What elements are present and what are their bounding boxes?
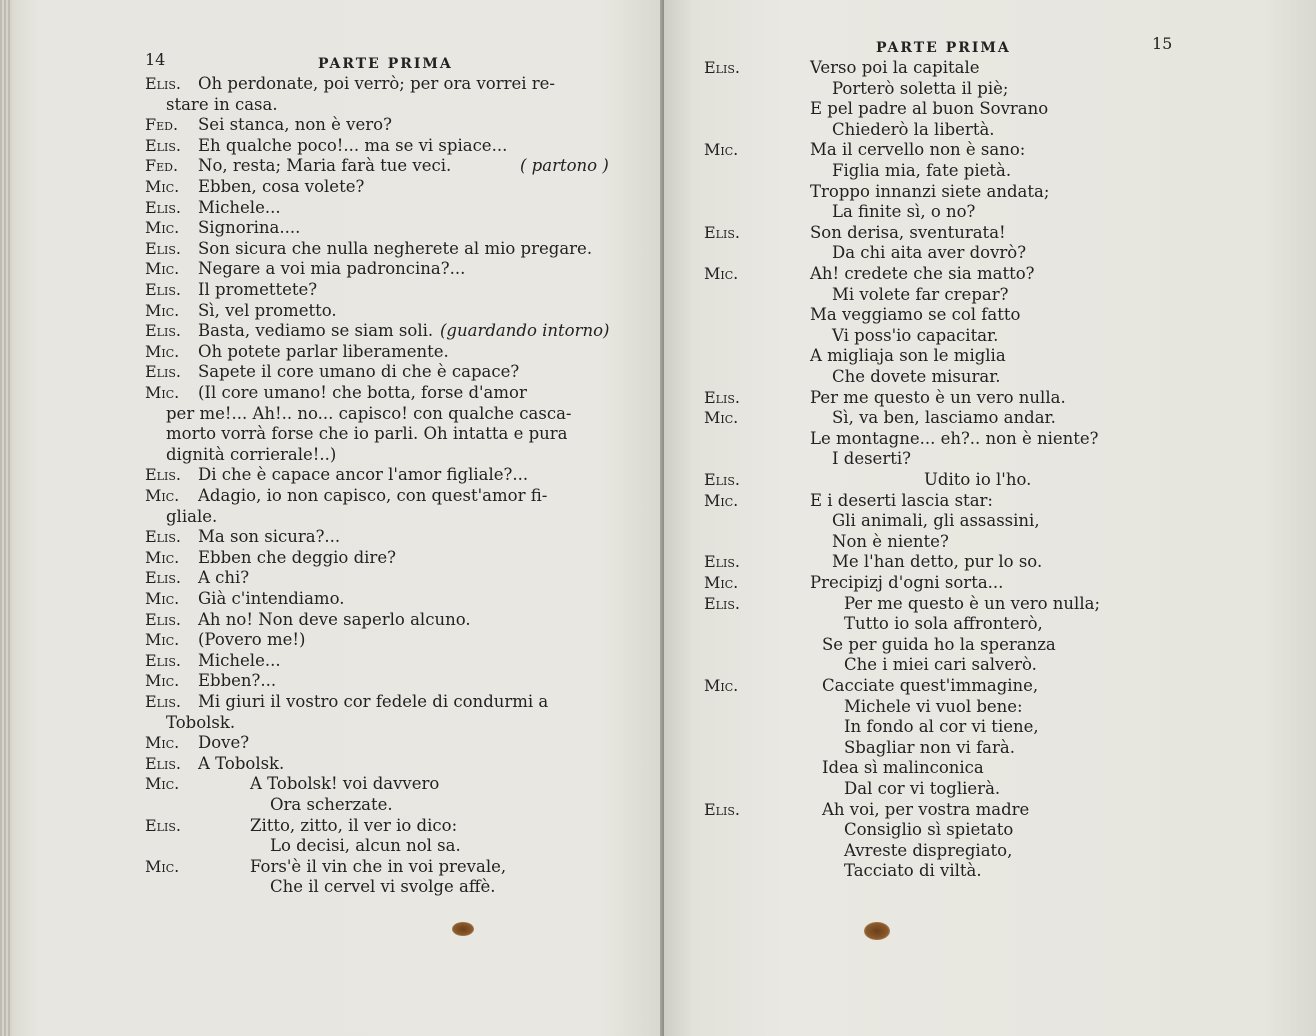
- dialogue-text: Ma son sicura?...: [198, 527, 341, 547]
- verse-text: Mi volete far crepar?: [832, 284, 1009, 304]
- dialogue-text: Signorina....: [198, 218, 301, 238]
- speaker-label: Mic.: [145, 218, 180, 238]
- verse-text: Se per guida ho la speranza: [822, 634, 1056, 654]
- verse-text: Ma veggiamo se col fatto: [810, 305, 1021, 325]
- verse-text: E pel padre al buon Sovrano: [810, 99, 1049, 119]
- verse-text: Non è niente?: [832, 531, 949, 551]
- dialogue-text: Tobolsk.: [166, 712, 236, 732]
- speaker-label: Elis.: [704, 799, 740, 819]
- dialogue-text: Ah no! Non deve saperlo alcuno.: [198, 609, 471, 629]
- speaker-label: Mic.: [145, 486, 180, 505]
- verse-text: Chiederò la libertà.: [832, 119, 995, 139]
- dialogue-text: Sapete il core umano di che è capace?: [198, 362, 520, 382]
- verse-text: Tutto io sola affronterò,: [844, 614, 1043, 634]
- speaker-label: Elis.: [145, 362, 181, 382]
- speaker-label: Elis.: [145, 527, 181, 547]
- verse-text: Ah voi, per vostra madre: [822, 799, 1030, 819]
- right-running-header: PARTE PRIMA: [876, 40, 1011, 56]
- verse-text: A migliaja son le miglia: [810, 346, 1006, 366]
- verse-text: Che dovete misurar.: [832, 367, 1001, 386]
- speaker-label: Elis.: [704, 222, 740, 242]
- verse-text: I deserti?: [832, 449, 911, 469]
- verse-text: Michele vi vuol bene:: [844, 696, 1023, 716]
- verse-text: Consiglio sì spietato: [844, 820, 1014, 840]
- dialogue-text: Lo decisi, alcun nol sa.: [270, 836, 461, 856]
- right-page: [664, 0, 1316, 1036]
- speaker-label: Elis.: [145, 74, 181, 93]
- verse-text: Per me questo è un vero nulla.: [810, 387, 1066, 407]
- speaker-label: Elis.: [145, 815, 181, 835]
- verse-text: Ma il cervello non è sano:: [810, 140, 1026, 160]
- dialogue-text: Ora scherzate.: [270, 795, 393, 814]
- verse-text: Ah! credete che sia matto?: [810, 264, 1035, 283]
- verse-text: Porterò soletta il piè;: [832, 78, 1009, 98]
- dialogue-text: Mi giuri il vostro cor fedele di condurmi a: [198, 692, 549, 711]
- stage-direction: (guardando intorno): [440, 321, 610, 341]
- speaker-label: Elis.: [704, 58, 740, 77]
- speaker-label: Mic.: [145, 856, 180, 876]
- dialogue-text: Sei stanca, non è vero?: [198, 115, 392, 135]
- speaker-label: Elis.: [145, 238, 181, 258]
- dialogue-text: (Povero me!): [198, 630, 306, 650]
- speaker-label: Mic.: [145, 259, 180, 279]
- dialogue-text: Adagio, io non capisco, con quest'amor fi-: [198, 486, 548, 505]
- verse-text: Figlia mia, fate pietà.: [832, 161, 1012, 180]
- dialogue-text: Oh potete parlar liberamente.: [198, 341, 449, 361]
- verse-text: Avreste dispregiato,: [844, 840, 1013, 860]
- speaker-label: Mic.: [145, 671, 180, 691]
- dialogue-text: Zitto, zitto, il ver io dico:: [250, 815, 458, 835]
- ink-stain: [452, 922, 474, 936]
- stage-direction: ( partono ): [520, 156, 609, 176]
- dialogue-text: stare in casa.: [166, 94, 278, 114]
- verse-text: Son derisa, sventurata!: [810, 222, 1006, 242]
- verse-text: Me l'han detto, pur lo so.: [832, 552, 1043, 572]
- speaker-label: Fed.: [145, 156, 179, 176]
- ink-stain: [864, 922, 890, 940]
- dialogue-text: morto vorrà forse che io parli. Oh intatta e pura: [166, 424, 568, 444]
- dialogue-text: Fors'è il vin che in voi prevale,: [250, 856, 507, 876]
- verse-text: Che i miei cari salverò.: [844, 655, 1037, 675]
- speaker-label: Mic.: [145, 383, 180, 402]
- speaker-label: Mic.: [145, 341, 180, 361]
- verse-text: Cacciate quest'immagine,: [822, 676, 1039, 695]
- speaker-label: Elis.: [145, 609, 181, 629]
- dialogue-text: Che il cervel vi svolge affè.: [270, 877, 496, 897]
- verse-text: Troppo innanzi siete andata;: [810, 181, 1050, 201]
- dialogue-text: Già c'intendiamo.: [198, 589, 345, 608]
- speaker-label: Mic.: [704, 408, 739, 428]
- left-page-number: 14: [145, 50, 166, 69]
- speaker-label: Mic.: [145, 733, 180, 753]
- dialogue-text: Oh perdonate, poi verrò; per ora vorrei re-: [198, 74, 555, 93]
- verse-text: E i deserti lascia star:: [810, 490, 993, 510]
- dialogue-text: Basta, vediamo se siam soli.: [198, 321, 434, 341]
- speaker-label: Elis.: [704, 552, 740, 572]
- dialogue-text: Ebben che deggio dire?: [198, 547, 396, 567]
- verse-text: Gli animali, gli assassini,: [832, 511, 1040, 531]
- speaker-label: Mic.: [145, 177, 180, 196]
- speaker-label: Elis.: [145, 753, 181, 773]
- dialogue-text: (Il core umano! che botta, forse d'amor: [198, 383, 527, 402]
- verse-text: Per me questo è un vero nulla;: [844, 593, 1101, 613]
- speaker-label: Elis.: [145, 321, 181, 341]
- right-page-number: 15: [1152, 34, 1173, 53]
- speaker-label: Elis.: [145, 650, 181, 670]
- verse-text: La finite sì, o no?: [832, 202, 976, 222]
- dialogue-text: Sì, vel prometto.: [198, 300, 337, 320]
- speaker-label: Elis.: [704, 593, 740, 613]
- verse-text: Vi poss'io capacitar.: [832, 325, 999, 345]
- speaker-label: Mic.: [145, 300, 180, 320]
- speaker-label: Mic.: [145, 547, 180, 567]
- left-running-header: PARTE PRIMA: [318, 56, 453, 72]
- dialogue-text: A chi?: [198, 568, 250, 588]
- speaker-label: Elis.: [145, 280, 181, 299]
- verse-text: Udito io l'ho.: [924, 470, 1032, 489]
- speaker-label: Mic.: [145, 589, 180, 608]
- dialogue-text: Di che è capace ancor l'amor figliale?...: [198, 465, 529, 485]
- dialogue-text: No, resta; Maria farà tue veci.: [198, 156, 452, 176]
- verse-text: Dal cor vi toglierà.: [844, 779, 1001, 798]
- speaker-label: Elis.: [704, 470, 740, 489]
- verse-text: Tacciato di viltà.: [844, 861, 982, 881]
- dialogue-text: Negare a voi mia padroncina?...: [198, 259, 466, 279]
- verse-text: Le montagne... eh?.. non è niente?: [810, 428, 1099, 448]
- dialogue-text: Dove?: [198, 733, 250, 753]
- speaker-label: Elis.: [145, 197, 181, 217]
- dialogue-text: per me!... Ah!.. no... capisco! con qualche casca-: [166, 403, 572, 423]
- speaker-label: Mic.: [704, 140, 739, 160]
- dialogue-text: A Tobolsk! voi davvero: [250, 774, 440, 794]
- dialogue-text: Son sicura che nulla negherete al mio pregare.: [198, 238, 593, 258]
- dialogue-text: dignità corrierale!..): [166, 444, 337, 464]
- dialogue-text: Ebben?...: [198, 671, 277, 691]
- dialogue-text: gliale.: [166, 506, 218, 526]
- speaker-label: Mic.: [145, 774, 180, 794]
- speaker-label: Elis.: [145, 568, 181, 588]
- dialogue-text: Ebben, cosa volete?: [198, 177, 365, 196]
- verse-text: Verso poi la capitale: [810, 58, 980, 77]
- dialogue-text: Il promettete?: [198, 280, 318, 299]
- speaker-label: Mic.: [704, 676, 739, 695]
- dialogue-text: A Tobolsk.: [198, 753, 285, 773]
- speaker-label: Mic.: [145, 630, 180, 650]
- speaker-label: Elis.: [704, 387, 740, 407]
- dialogue-text: Michele...: [198, 650, 281, 670]
- page-edges: [0, 0, 12, 1036]
- verse-text: Sbagliar non vi farà.: [844, 737, 1015, 757]
- verse-text: Precipizj d'ogni sorta...: [810, 573, 1004, 592]
- dialogue-text: Eh qualche poco!... ma se vi spiace...: [198, 135, 508, 155]
- speaker-label: Fed.: [145, 115, 179, 135]
- dialogue-text: Michele...: [198, 197, 281, 217]
- speaker-label: Mic.: [704, 264, 739, 283]
- speaker-label: Elis.: [145, 135, 181, 155]
- verse-text: Sì, va ben, lasciamo andar.: [832, 408, 1056, 428]
- speaker-label: Elis.: [145, 692, 181, 711]
- speaker-label: Mic.: [704, 573, 739, 592]
- verse-text: Idea sì malinconica: [822, 758, 984, 778]
- verse-text: In fondo al cor vi tiene,: [844, 717, 1039, 737]
- speaker-label: Mic.: [704, 490, 739, 510]
- verse-text: Da chi aita aver dovrò?: [832, 243, 1027, 263]
- speaker-label: Elis.: [145, 465, 181, 485]
